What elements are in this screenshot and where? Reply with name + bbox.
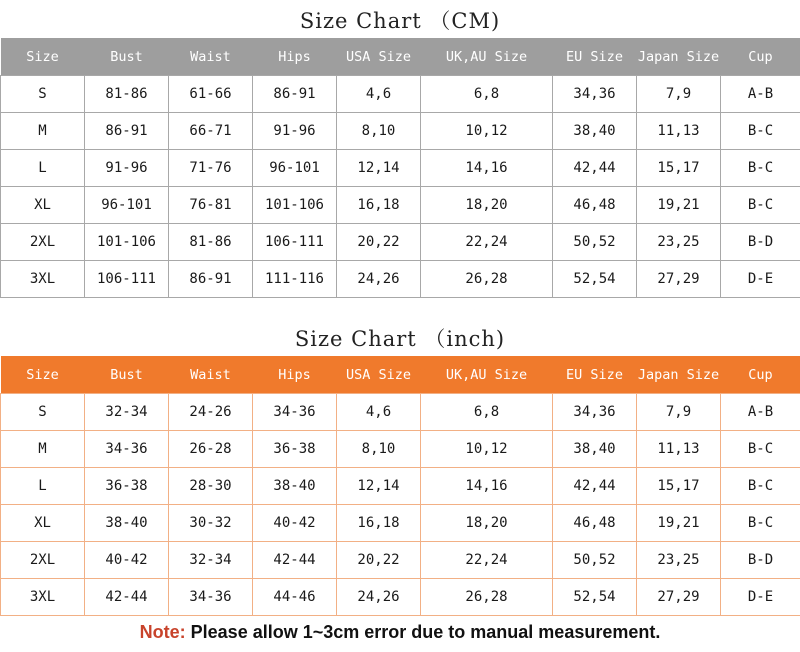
table-cell: 7,9	[637, 394, 721, 431]
table-row	[1, 113, 800, 150]
table-cell: 38-40	[253, 468, 337, 505]
table-cell: 15,17	[637, 150, 721, 187]
table-cell: XL	[1, 187, 85, 224]
table-cell: 14,16	[421, 150, 553, 187]
table-row	[1, 542, 800, 579]
table-cell: 22,24	[421, 224, 553, 261]
table-cell: 61-66	[169, 76, 253, 113]
table-cell: 23,25	[637, 224, 721, 261]
table-cell: 34-36	[169, 579, 253, 616]
table-cell: D-E	[721, 579, 800, 616]
table-cell: S	[1, 394, 85, 431]
table-cell: 111-116	[253, 261, 337, 298]
table-cell: 44-46	[253, 579, 337, 616]
table-cell: A-B	[721, 76, 800, 113]
table-row	[1, 579, 800, 616]
note-text: Please allow 1~3cm error due to manual measurement.	[190, 622, 661, 642]
table-cell: 26-28	[169, 431, 253, 468]
table-cell: 38,40	[553, 113, 637, 150]
cm-size-table	[0, 38, 800, 298]
table-cell: 38,40	[553, 431, 637, 468]
table-cell: 24,26	[337, 579, 421, 616]
table-row	[1, 224, 800, 261]
table-cell: 28-30	[169, 468, 253, 505]
column-header: Hips	[253, 38, 337, 76]
table-cell: 42-44	[85, 579, 169, 616]
note-label: Note:	[139, 622, 186, 642]
table-cell: D-E	[721, 261, 800, 298]
table-cell: 40-42	[253, 505, 337, 542]
table-cell: 12,14	[337, 468, 421, 505]
column-header: Bust	[85, 356, 169, 394]
table-cell: 16,18	[337, 505, 421, 542]
column-header: USA Size	[337, 356, 421, 394]
table-cell: 6,8	[421, 76, 553, 113]
table-cell: 34,36	[553, 76, 637, 113]
table-cell: M	[1, 431, 85, 468]
cm-chart-title: Size Chart （CM)	[299, 9, 501, 33]
table-cell: 86-91	[253, 76, 337, 113]
table-cell: 38-40	[85, 505, 169, 542]
table-cell: 36-38	[85, 468, 169, 505]
table-row	[1, 150, 800, 187]
table-row	[1, 187, 800, 224]
table-row	[1, 76, 800, 113]
table-cell: 30-32	[169, 505, 253, 542]
table-cell: A-B	[721, 394, 800, 431]
column-header: Cup	[721, 356, 800, 394]
table-cell: 52,54	[553, 579, 637, 616]
table-cell: 42,44	[553, 468, 637, 505]
table-cell: 12,14	[337, 150, 421, 187]
column-header: Waist	[169, 356, 253, 394]
table-cell: 50,52	[553, 542, 637, 579]
table-cell: 66-71	[169, 113, 253, 150]
table-cell: 81-86	[85, 76, 169, 113]
table-header-row	[1, 356, 800, 394]
table-cell: 20,22	[337, 224, 421, 261]
table-cell: 4,6	[337, 394, 421, 431]
table-cell: 76-81	[169, 187, 253, 224]
table-cell: 96-101	[85, 187, 169, 224]
table-cell: B-C	[721, 187, 800, 224]
table-cell: 2XL	[1, 542, 85, 579]
table-cell: B-C	[721, 431, 800, 468]
table-cell: XL	[1, 505, 85, 542]
measurement-note	[0, 616, 800, 648]
table-cell: 34-36	[85, 431, 169, 468]
table-cell: 96-101	[253, 150, 337, 187]
table-cell: 91-96	[253, 113, 337, 150]
table-row	[1, 394, 800, 431]
table-cell: 106-111	[253, 224, 337, 261]
table-cell: 20,22	[337, 542, 421, 579]
table-cell: 86-91	[169, 261, 253, 298]
column-header: Japan Size	[637, 356, 721, 394]
table-cell: 7,9	[637, 76, 721, 113]
table-cell: 18,20	[421, 187, 553, 224]
column-header: EU Size	[553, 356, 637, 394]
table-cell: 8,10	[337, 431, 421, 468]
table-cell: B-D	[721, 542, 800, 579]
table-cell: 40-42	[85, 542, 169, 579]
table-cell: 3XL	[1, 579, 85, 616]
table-cell: B-C	[721, 113, 800, 150]
table-cell: M	[1, 113, 85, 150]
table-cell: 8,10	[337, 113, 421, 150]
table-cell: 23,25	[637, 542, 721, 579]
table-cell: 36-38	[253, 431, 337, 468]
table-cell: 34-36	[253, 394, 337, 431]
column-header: Cup	[721, 38, 800, 76]
table-cell: 19,21	[637, 187, 721, 224]
table-cell: 101-106	[85, 224, 169, 261]
table-cell: B-C	[721, 505, 800, 542]
column-header: Size	[1, 356, 85, 394]
table-cell: 101-106	[253, 187, 337, 224]
table-cell: 4,6	[337, 76, 421, 113]
table-cell: B-C	[721, 468, 800, 505]
table-cell: 91-96	[85, 150, 169, 187]
table-row	[1, 431, 800, 468]
table-cell: 3XL	[1, 261, 85, 298]
table-cell: 50,52	[553, 224, 637, 261]
table-cell: L	[1, 150, 85, 187]
column-header: Bust	[85, 38, 169, 76]
table-cell: 18,20	[421, 505, 553, 542]
table-cell: 10,12	[421, 113, 553, 150]
table-row	[1, 468, 800, 505]
table-cell: 34,36	[553, 394, 637, 431]
table-cell: 106-111	[85, 261, 169, 298]
table-row	[1, 261, 800, 298]
table-header-row	[1, 38, 800, 76]
table-cell: 2XL	[1, 224, 85, 261]
table-cell: 11,13	[637, 113, 721, 150]
table-cell: 42-44	[253, 542, 337, 579]
table-cell: 26,28	[421, 579, 553, 616]
table-cell: B-C	[721, 150, 800, 187]
table-cell: 46,48	[553, 505, 637, 542]
table-row	[1, 505, 800, 542]
table-cell: 71-76	[169, 150, 253, 187]
table-cell: 14,16	[421, 468, 553, 505]
table-cell: 26,28	[421, 261, 553, 298]
table-cell: 81-86	[169, 224, 253, 261]
inch-chart-title: Size Chart （inch)	[294, 327, 506, 351]
table-cell: 19,21	[637, 505, 721, 542]
table-cell: 24,26	[337, 261, 421, 298]
table-cell: 10,12	[421, 431, 553, 468]
table-cell: 22,24	[421, 542, 553, 579]
column-header: Hips	[253, 356, 337, 394]
table-cell: 6,8	[421, 394, 553, 431]
column-header: USA Size	[337, 38, 421, 76]
table-cell: 27,29	[637, 261, 721, 298]
table-cell: 42,44	[553, 150, 637, 187]
table-cell: 11,13	[637, 431, 721, 468]
table-cell: S	[1, 76, 85, 113]
table-cell: 46,48	[553, 187, 637, 224]
table-cell: 32-34	[85, 394, 169, 431]
table-cell: 15,17	[637, 468, 721, 505]
table-cell: 24-26	[169, 394, 253, 431]
column-header: UK,AU Size	[421, 356, 553, 394]
column-header: Japan Size	[637, 38, 721, 76]
column-header: EU Size	[553, 38, 637, 76]
table-cell: 86-91	[85, 113, 169, 150]
column-header: Size	[1, 38, 85, 76]
inch-size-table	[0, 356, 800, 616]
table-cell: 16,18	[337, 187, 421, 224]
column-header: UK,AU Size	[421, 38, 553, 76]
table-cell: B-D	[721, 224, 800, 261]
table-cell: 32-34	[169, 542, 253, 579]
table-cell: 27,29	[637, 579, 721, 616]
table-cell: L	[1, 468, 85, 505]
table-cell: 52,54	[553, 261, 637, 298]
column-header: Waist	[169, 38, 253, 76]
